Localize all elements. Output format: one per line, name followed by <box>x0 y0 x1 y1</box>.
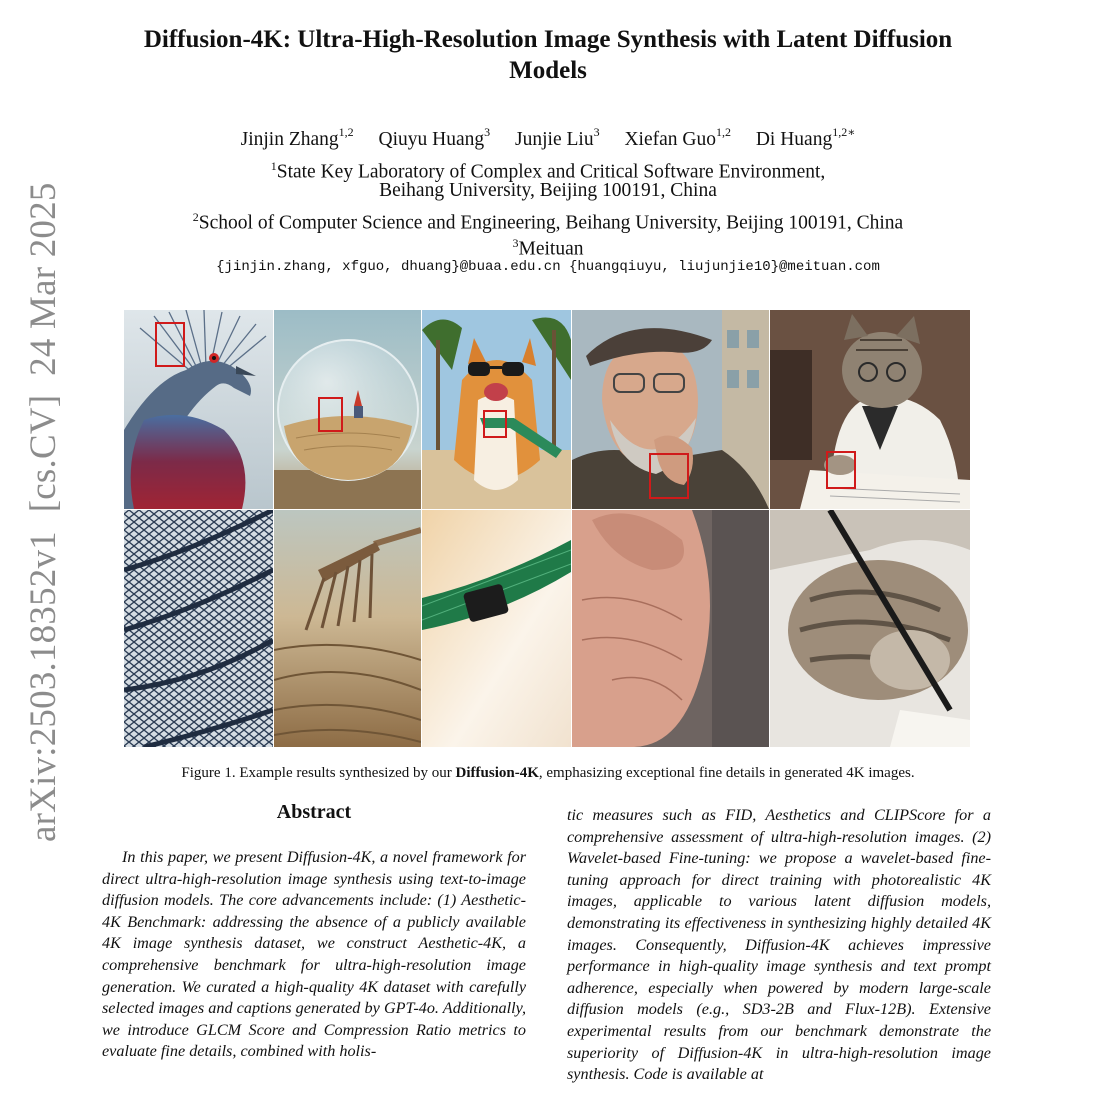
affiliation-1-continued: Beihang University, Beijing 100191, China <box>379 180 717 201</box>
arxiv-identifier: arXiv:2503.18352v1 [cs.CV] 24 Mar 2025 <box>23 182 64 842</box>
author: Junjie Liu$^3$ <box>515 124 600 150</box>
figure-1-grid <box>124 310 970 747</box>
abstract-text-left: In this paper, we present Diffusion-4K, a novel framework for direct ultra-high-resolution image synthesis using text-to-image diffusion models. The core advancements include: (1) Aesthetic-4K Benchmark: addressing the absence of a publicly available 4K image synthesis dataset, we construct Aesthetic-4K, a comprehensive benchmark for ultra-high-resolution image generation. We curated a high-quality 4K dataset with carefully selected images and captions generated by GPT-4o. Additionally, we introduce GLCM Score and Compression Ratio metrics to evaluate fine details, combined with holis- <box>102 848 526 1061</box>
author-list <box>80 124 1016 153</box>
paper-title <box>80 24 1016 86</box>
corgi-collar-closeup-image <box>422 510 571 747</box>
corgi-sunglasses-image <box>422 310 571 509</box>
affiliation-3: $^3$Meituan <box>512 236 584 260</box>
affiliation-1: $^1$State Key Laboratory of Complex and Critical Software Environment, <box>270 159 826 183</box>
author-emails: {jinjin.zhang, xfguo, dhuang}@buaa.edu.cn {huangqiuyu, liujunjie10}@meituan.com <box>216 259 880 275</box>
title-line-2: Models <box>509 57 587 84</box>
author: Jinjin Zhang$^{1,2}$ <box>240 124 354 150</box>
pigeon-crest-closeup-image <box>124 510 273 747</box>
cat-scientist-image <box>770 310 970 509</box>
sand-rake-closeup-image <box>274 510 421 747</box>
abstract-text-right: tic measures such as FID, Aesthetics and CLIPScore for a comprehensive assessment of ultra-high-resolution images. (2) Wavelet-based Fine-tuning: we propose a wavelet-based fine-tuning approach for direct training with photorealistic 4K images, applicable to various latent diffusion models, demonstrating its effectiveness in synthesizing highly detailed 4K images. Consequently, Diffusion-4K achieves impressive performance in high-quality image synthesis and text prompt adherence, especially when powered by modern large-scale diffusion models (e.g., SD3-2B and Flux-12B). Extensive experimental results from our benchmark demonstrate the superiority of Diffusion-4K in ultra-high-resolution image synthesis. Code is available at <box>567 806 991 1084</box>
figure-caption: Figure 1. Example results synthesized by our Diffusion-4K, emphasizing exceptional fine details in generated 4K images. <box>181 765 915 781</box>
abstract-heading: Abstract <box>276 801 352 823</box>
author: Di Huang$^{1,2∗}$ <box>755 124 856 150</box>
author: Qiuyu Huang$^3$ <box>378 124 491 150</box>
crowned-pigeon-image <box>124 310 273 509</box>
old-man-cap-image <box>572 310 769 509</box>
affiliation-2: $^2$School of Computer Science and Engineering, Beihang University, Beijing 100191, China <box>192 210 904 234</box>
author: Xiefan Guo$^{1,2}$ <box>624 124 731 150</box>
cat-paw-pen-closeup-image <box>770 510 970 747</box>
hand-closeup-image <box>572 510 769 747</box>
glass-sphere-gnome-image <box>274 310 421 509</box>
title-line-1: Diffusion-4K: Ultra-High-Resolution Image Synthesis with Latent Diffusion <box>143 26 953 53</box>
